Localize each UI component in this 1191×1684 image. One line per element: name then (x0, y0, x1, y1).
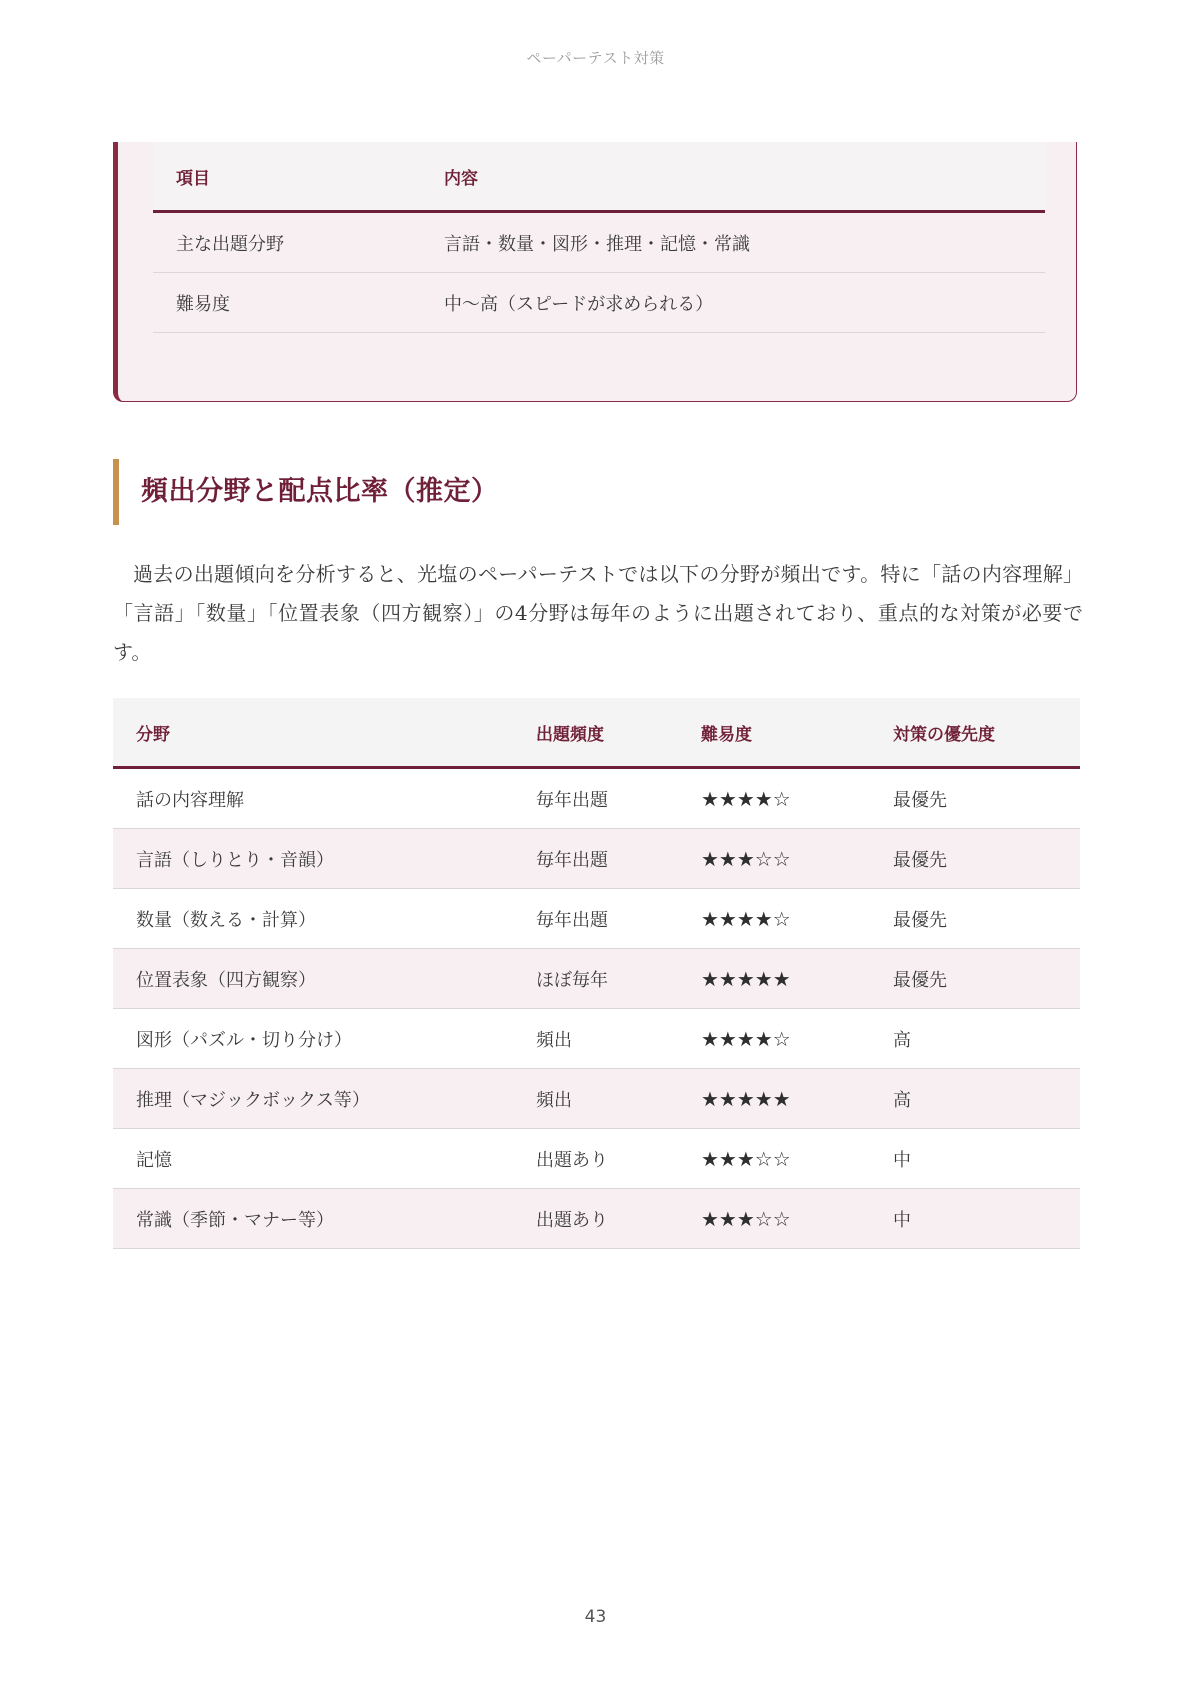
cell-field: 数量（数える・計算） (113, 889, 513, 949)
info-table-cell: 主な出題分野 (153, 212, 421, 273)
cell-field: 推理（マジックボックス等） (113, 1069, 513, 1129)
info-table-header-item: 項目 (153, 142, 421, 212)
table-row (113, 1189, 1080, 1249)
cell-difficulty-stars: ★★★☆☆ (678, 829, 870, 889)
table-row (113, 768, 1080, 829)
running-header: ペーパーテスト対策 (526, 49, 665, 67)
frequency-table-header-row (113, 698, 1080, 768)
cell-priority: 高 (870, 1069, 1080, 1129)
cell-field: 話の内容理解 (113, 768, 513, 829)
table-row (113, 1129, 1080, 1189)
cell-frequency: 出題あり (513, 1189, 678, 1249)
page-number: 43 (584, 1607, 607, 1627)
cell-priority: 中 (870, 1129, 1080, 1189)
cell-frequency: 出題あり (513, 1129, 678, 1189)
table-row (113, 1069, 1080, 1129)
cell-frequency: 毎年出題 (513, 889, 678, 949)
section-heading: 頻出分野と配点比率（推定） (113, 459, 499, 525)
cell-frequency: 毎年出題 (513, 829, 678, 889)
cell-difficulty-stars: ★★★★★ (678, 1069, 870, 1129)
frequency-table (113, 698, 1080, 1249)
header-difficulty: 難易度 (678, 698, 870, 768)
cell-priority: 最優先 (870, 889, 1080, 949)
info-table-header-row (153, 142, 1045, 212)
table-row (113, 949, 1080, 1009)
table-row (113, 829, 1080, 889)
info-box (113, 142, 1077, 402)
info-table-row (153, 212, 1045, 273)
cell-frequency: 頻出 (513, 1069, 678, 1129)
cell-field: 記憶 (113, 1129, 513, 1189)
cell-field: 図形（パズル・切り分け） (113, 1009, 513, 1069)
cell-difficulty-stars: ★★★☆☆ (678, 1129, 870, 1189)
info-table (153, 142, 1045, 333)
cell-priority: 最優先 (870, 949, 1080, 1009)
info-table-cell: 難易度 (153, 273, 421, 333)
info-table-cell: 中〜高（スピードが求められる） (421, 273, 1045, 333)
cell-difficulty-stars: ★★★★★ (678, 949, 870, 1009)
cell-field: 言語（しりとり・音韻） (113, 829, 513, 889)
header-field: 分野 (113, 698, 513, 768)
cell-field: 常識（季節・マナー等） (113, 1189, 513, 1249)
cell-field: 位置表象（四方観察） (113, 949, 513, 1009)
cell-difficulty-stars: ★★★★☆ (678, 889, 870, 949)
cell-frequency: ほぼ毎年 (513, 949, 678, 1009)
cell-priority: 高 (870, 1009, 1080, 1069)
table-row (113, 1009, 1080, 1069)
table-row (113, 889, 1080, 949)
header-frequency: 出題頻度 (513, 698, 678, 768)
info-table-header-content: 内容 (421, 142, 1045, 212)
cell-priority: 最優先 (870, 829, 1080, 889)
cell-frequency: 頻出 (513, 1009, 678, 1069)
info-table-cell: 言語・数量・図形・推理・記憶・常識 (421, 212, 1045, 273)
cell-difficulty-stars: ★★★☆☆ (678, 1189, 870, 1249)
cell-priority: 中 (870, 1189, 1080, 1249)
header-priority: 対策の優先度 (870, 698, 1080, 768)
cell-difficulty-stars: ★★★★☆ (678, 1009, 870, 1069)
section-paragraph: 過去の出題傾向を分析すると、光塩のペーパーテストでは以下の分野が頻出です。特に「話の内容理解」「言語」「数量」「位置表象（四方観察）」の4分野は毎年のように出題されており、重点的な対策が必要です。 (113, 562, 1083, 664)
cell-frequency: 毎年出題 (513, 768, 678, 829)
cell-difficulty-stars: ★★★★☆ (678, 768, 870, 829)
info-table-row (153, 273, 1045, 333)
cell-priority: 最優先 (870, 768, 1080, 829)
